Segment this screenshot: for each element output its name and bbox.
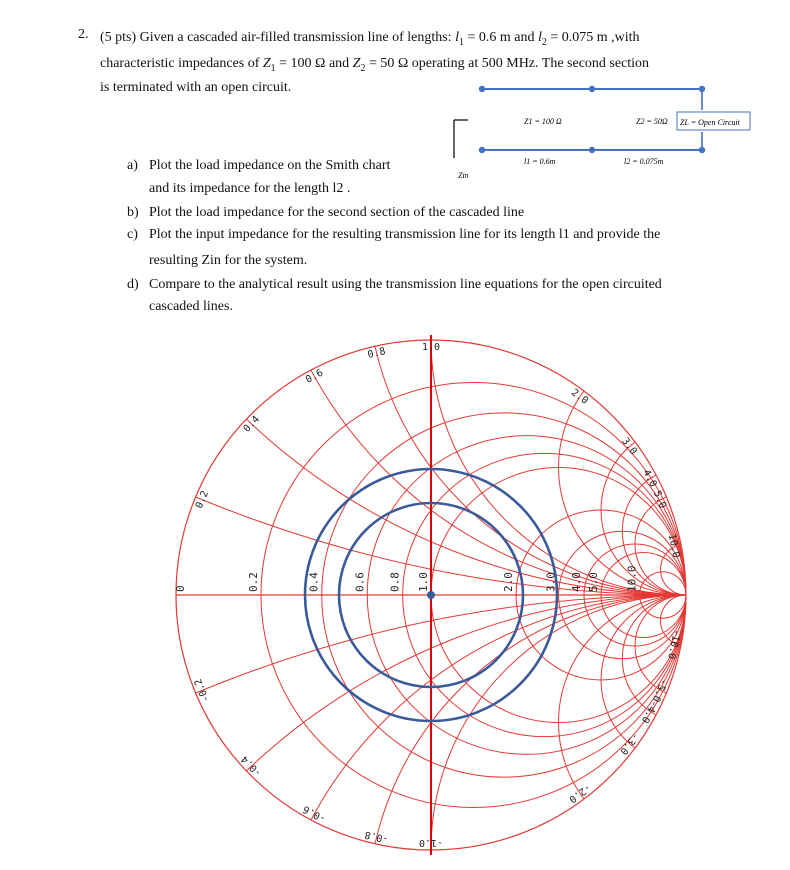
part-c-label: c): [127, 227, 138, 242]
resistance-label: 3.0: [544, 572, 558, 592]
problem-line-1: [100, 27, 740, 54]
reactance-arc: [559, 595, 721, 850]
reactance-label: 10.0: [665, 533, 682, 559]
reactance-label: 0.8: [366, 346, 387, 361]
part-d-label: d): [127, 277, 139, 292]
reactance-label: 0.6: [303, 367, 326, 386]
node-bottom-mid: [589, 147, 595, 153]
z2-sub: 2: [360, 62, 366, 74]
reactance-label: 5.0: [650, 489, 669, 511]
reactance-label: -4.0: [638, 698, 660, 725]
problem-line-2: [100, 53, 740, 80]
node-top-left: [479, 86, 485, 92]
reactance-label: 3.0: [619, 435, 639, 458]
resistance-label: 2.0: [502, 572, 515, 592]
smith-grid: [160, 330, 720, 870]
part-a-text: Plot the load impedance on the Smith chart: [149, 158, 391, 173]
reactance-label: 0.4: [241, 413, 262, 435]
resistance-label: 0.4: [307, 572, 321, 592]
l1-value: = 0.6 m and: [463, 30, 538, 45]
z1-value: = 100 Ω and: [275, 56, 353, 71]
reactance-label: -0.8: [363, 828, 390, 845]
reactance-label: -0.6: [301, 802, 328, 824]
reactance-label: -5.0: [649, 676, 670, 704]
reactance-label: -0.2: [192, 676, 213, 704]
zin-label: Zin: [458, 171, 469, 180]
part-c-text: Plot the input impedance for the resulting transmission line for its length l1 and provide the: [149, 227, 661, 242]
center-point: [427, 591, 435, 599]
part-b-text: Plot the load impedance for the second section of the cascaded line: [149, 205, 525, 220]
z1-symbol: Z: [262, 56, 271, 71]
part-a-label: a): [127, 158, 138, 173]
z2-line-label: Z2 = 50Ω: [636, 117, 668, 126]
reactance-label: -10.0: [665, 628, 682, 660]
part-d-text-2: cascaded lines.: [149, 299, 233, 314]
resistance-label: 0.6: [353, 572, 367, 592]
z2-value: = 50 Ω operating at 500 MHz. The second section: [365, 56, 650, 71]
transmission-line-diagram: [440, 80, 770, 190]
reactance-arc: [559, 340, 721, 595]
resistance-label: 5.0: [587, 572, 600, 592]
l1-line-label: l1 = 0.6m: [524, 157, 556, 166]
l2-symbol: l: [537, 30, 542, 45]
node-bottom-left: [479, 147, 485, 153]
part-a-text-2: and its impedance for the length l2 .: [149, 181, 351, 196]
l1-sub: 1: [458, 36, 464, 48]
z1-sub: 1: [270, 62, 276, 74]
l1-symbol: l: [455, 30, 459, 45]
reactance-label: 1.0: [421, 342, 441, 353]
problem-intro: (5 pts) Given a cascaded air-filled transmission line of lengths:: [100, 30, 452, 45]
reactance-label: 2.0: [568, 387, 591, 407]
z2-symbol: Z: [352, 56, 361, 71]
resistance-label: 4.0: [570, 572, 583, 592]
part-c-text-2: resulting Zin for the system.: [149, 253, 308, 268]
node-top-mid: [589, 86, 595, 92]
reactance-label: 0.2: [193, 489, 212, 511]
z1-line-label: Z1 = 100 Ω: [524, 117, 562, 126]
resistance-label: 10.0: [625, 565, 639, 592]
l2-value: = 0.075 m ,with: [546, 30, 640, 45]
line2-text: characteristic impedances of: [100, 56, 263, 71]
problem-line-3: is terminated with an open circuit.: [100, 80, 292, 95]
reactance-label: 4.0: [640, 467, 659, 490]
question-number: 2.: [78, 27, 89, 42]
reactance-label: -1.0: [418, 837, 444, 848]
smith-chart: [160, 330, 720, 870]
zl-label: ZL = Open Circuit: [680, 118, 740, 127]
l2-line-label: l2 = 0.075m: [624, 157, 664, 166]
resistance-label: 0: [174, 585, 187, 592]
part-b-label: b): [127, 205, 139, 220]
reactance-arc: [367, 595, 720, 870]
reactance-label: -0.4: [239, 753, 265, 779]
resistance-label: 1.0: [417, 572, 430, 592]
l2-sub: 2: [541, 36, 547, 48]
reactance-arc: [261, 330, 720, 595]
resistance-label: 0.8: [388, 572, 402, 592]
part-d-text: Compare to the analytical result using the transmission line equations for the open circuited: [149, 277, 662, 292]
reactance-label: -3.0: [617, 730, 641, 757]
resistance-label: 0.2: [247, 572, 260, 592]
reactance-label: -2.0: [566, 781, 593, 805]
